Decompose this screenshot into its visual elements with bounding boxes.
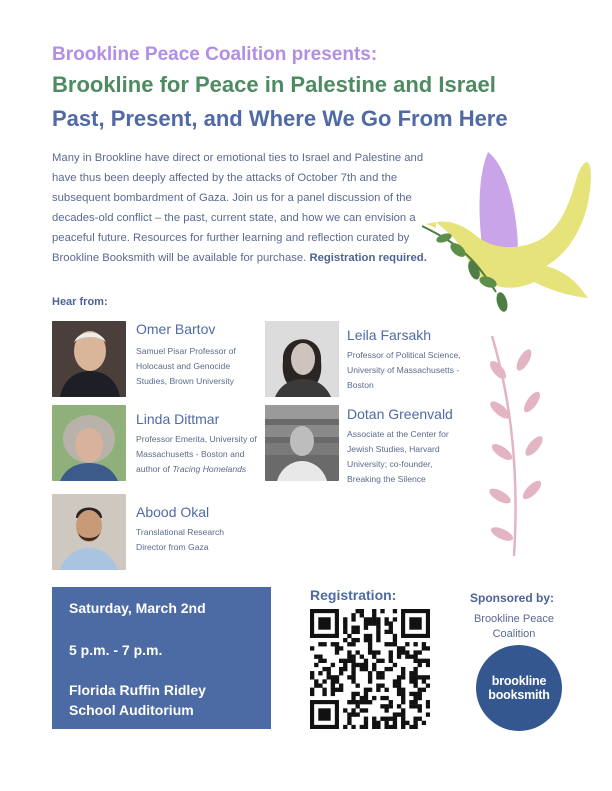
event-venue-line1: Florida Ruffin Ridley bbox=[69, 682, 206, 698]
speaker-name: Leila Farsakh bbox=[347, 327, 432, 343]
logo-text-line1: brookline bbox=[491, 674, 547, 688]
speaker-photo-bartov bbox=[52, 321, 126, 397]
speaker-name: Omer Bartov bbox=[136, 321, 216, 337]
pink-branch-illustration bbox=[484, 330, 554, 560]
speaker-desc: Associate at the Center for Jewish Studies, Harvard University; co-founder, Breaking the Silence bbox=[347, 429, 449, 484]
event-date: Saturday, March 2nd bbox=[69, 600, 206, 616]
speaker-photo-greenvald bbox=[265, 405, 339, 481]
speaker-photo-farsakh bbox=[265, 321, 339, 397]
speaker-name: Linda Dittmar bbox=[136, 411, 220, 427]
speaker-photo-okal bbox=[52, 494, 126, 570]
event-subtitle: Past, Present, and Where We Go From Here bbox=[52, 106, 508, 131]
presenter-heading: Brookline Peace Coalition presents: bbox=[52, 44, 378, 65]
speaker-desc bbox=[136, 432, 261, 477]
speaker-name: Dotan Greenvald bbox=[347, 406, 453, 422]
speaker-desc: Professor of Political Science, University of Massachusetts - Boston bbox=[347, 350, 461, 390]
sponsor-heading: Sponsored by: bbox=[470, 591, 555, 605]
speaker-desc: Samuel Pisar Professor of Holocaust and Genocide Studies, Brown University bbox=[136, 346, 236, 386]
event-title: Brookline for Peace in Palestine and Israel bbox=[52, 72, 496, 97]
speaker-name: Abood Okal bbox=[136, 504, 210, 520]
event-venue-line2: School Auditorium bbox=[69, 702, 194, 718]
registration-required: Registration required. bbox=[309, 252, 427, 264]
speakers-heading: Hear from: bbox=[52, 296, 108, 308]
registration-heading: Registration: bbox=[310, 587, 397, 603]
event-time: 5 p.m. - 7 p.m. bbox=[69, 642, 163, 658]
logo-text-line2: booksmith bbox=[488, 688, 550, 702]
intro-text: Many in Brookline have direct or emotional ties to Israel and Palestine and have thus been deeply affected by the attacks of October 7th and the subsequent bombardment of Gaza. Join us for a panel discussion of the decades-old conflict – the past, current state, and how we can envision a peaceful future. Resources for further learning and reflection curated by Brookline Booksmith will be available for purchase. bbox=[52, 152, 424, 264]
dove-illustration bbox=[418, 150, 598, 320]
speaker-desc-text: Professor Emerita, University of Massachusetts - Boston and author of bbox=[136, 434, 257, 474]
booksmith-logo bbox=[476, 645, 562, 731]
book-title: Tracing Homelands bbox=[172, 464, 247, 474]
speaker-photo-dittmar bbox=[52, 405, 126, 481]
speaker-desc: Translational Research Director from Gaza bbox=[136, 527, 225, 552]
registration-qr-code[interactable] bbox=[310, 609, 430, 729]
sponsor-name: Brookline Peace Coalition bbox=[473, 613, 555, 640]
intro-paragraph bbox=[52, 148, 440, 268]
event-details-box bbox=[52, 587, 271, 729]
